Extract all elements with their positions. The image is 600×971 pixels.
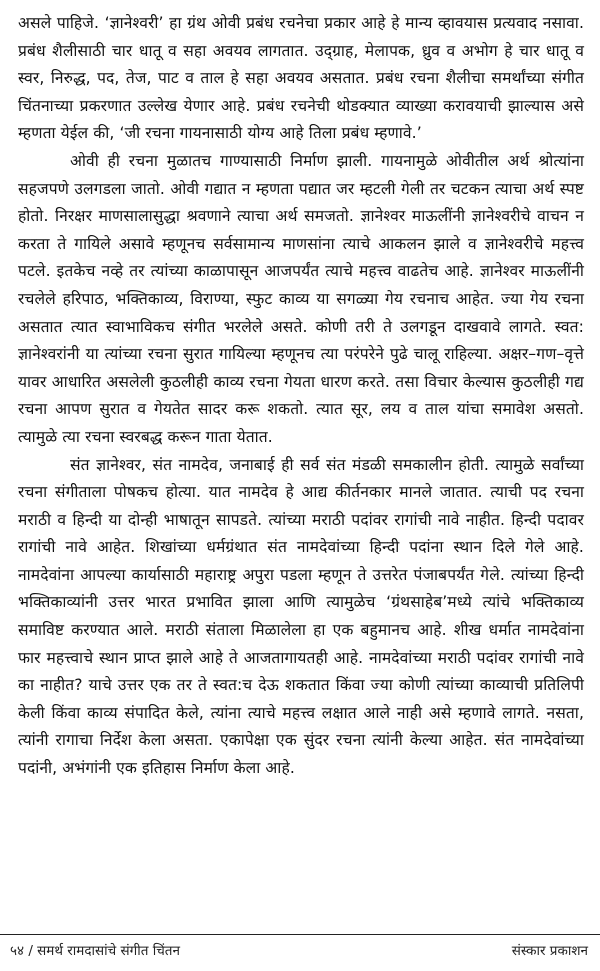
footer-page-title: ५४ / समर्थ रामदासांचे संगीत चिंतन	[10, 943, 180, 959]
page-body	[18, 10, 584, 783]
paragraph-3: संत ज्ञानेश्वर, संत नामदेव, जनाबाई ही सर्व संत मंडळी समकालीन होती. त्यामुळे सर्वांच्या रचना संगीताला पोषकच होत्या. यात नामदेव हे आद्य कीर्तनकार मानले जातात. त्याची पद रचना मराठी व हिन्दी या दोन्ही भाषातून सापडते. त्यांच्या मराठी पदांवर रागांची नावे नाहीत. हिन्दी पदावर रागांची नावे आहेत. शिखांच्या धर्मग्रंथात संत नामदेवांच्या हिन्दी पदांना स्थान दिले गेले आहे. नामदेवांना आपल्या कार्यासाठी महाराष्ट्र अपुरा पडला म्हणून ते उत्तरेत पंजाबपर्यंत गेले. त्यांच्या हिन्दी भक्तिकाव्यांनी उत्तर भारत प्रभावित झाला आणि त्यामुळेच ‘ग्रंथसाहेब’मध्ये त्यांचे भक्तिकाव्य समाविष्ट करण्यात आले. मराठी संताला मिळालेला हा एक बहुमानच आहे. शीख धर्मात नामदेवांना फार महत्त्वाचे स्थान प्राप्त झाले आहे ते आजतागायतही आहे. नामदेवांच्या मराठी पदांवर रागांची नावे का नाहीत? याचे उत्तर एक तर ते स्वत:च देऊ शकतात किंवा ज्या कोणी त्यांच्या काव्याची प्रतिलिपी केली किंवा काव्य संपादित केले, त्यांना त्याचे महत्त्व लक्षात आले नाही असे म्हणावे लागते. नसता, त्यांनी रागाचा निर्देश केला असता. एकापेक्षा एक सुंदर रचना त्यांनी केल्या आहेत. संत नामदेवांच्या पदांनी, अभंगांनी एक इतिहास निर्माण केला आहे.	[18, 455, 584, 778]
paragraph-2: ओवी ही रचना मुळातच गाण्यासाठी निर्माण झाली. गायनामुळे ओवीतील अर्थ श्रोत्यांना सहजपणे उलगडला जातो. ओवी गद्यात न म्हणता पद्यात जर म्हटली गेली तर चटकन त्याचा अर्थ स्पष्ट होतो. निरक्षर माणसालासुद्धा श्रवणाने त्याचा अर्थ समजतो. ज्ञानेश्वर माऊलींनी ज्ञानेश्वरीचे वाचन न करता ते गायिले असावे म्हणूनच सर्वसामान्य माणसांना त्याचे आकलन झाले व ज्ञानेश्वरीचे महत्त्व पटले. इतकेच नव्हे तर त्यांच्या काळापासून आजपर्यंत त्याचे महत्त्व वाढतेच आहे. ज्ञानेश्वर माऊलींनी रचलेले हरिपाठ, भक्तिकाव्य, विराण्या, स्फुट काव्य या सगळ्या गेय रचनाच आहेत. ज्या गेय रचना असतात त्यात स्वाभाविकच संगीत भरलेले असते. कोणी तरी ते उलगडून दाखवावे लागते. स्वत: ज्ञानेश्वरांनी या त्यांच्या रचना सुरात गायिल्या म्हणूनच त्या परंपरेने पुढे चालू राहिल्या. अक्षर–गण–वृत्ते यावर आधारित असलेली कुठलीही काव्य रचना गेयता धारण करते. तसा विचार केल्यास कुठलीही गद्य रचना आपण सुरात व गेयतेत सादर करू शकतो. त्यात सूर, लय व ताल यांचा समावेश असतो. त्यामुळे त्या रचना स्वरबद्ध करून गाता येतात.	[18, 151, 584, 446]
footer-publisher: संस्कार प्रकाशन	[511, 943, 588, 959]
page-footer	[10, 941, 588, 959]
footer-rule	[0, 934, 600, 935]
paragraph-1: असले पाहिजे. ‘ज्ञानेश्वरी’ हा ग्रंथ ओवी प्रबंध रचनेचा प्रकार आहे हे मान्य व्हावयास प्रत्यवाद नसावा. प्रबंध शैलीसाठी चार धातू व सहा अवयव लागतात. उद्ग्राह, मेलापक, ध्रुव व अभोग हे चार धातू व स्वर, निरुद्ध, पद, तेज, पाट व ताल हे सहा अवयव असतात. प्रबंध रचना शैलीचा समर्थांच्या संगीत चिंतनाच्या प्रकरणात उल्लेख येणार आहे. प्रबंध रचनेची थोडक्यात व्याख्या करावयाची झाल्यास असे म्हणता येईल की, ‘जी रचना गायनासाठी योग्य आहे तिला प्रबंध म्हणावे.’	[18, 14, 584, 143]
